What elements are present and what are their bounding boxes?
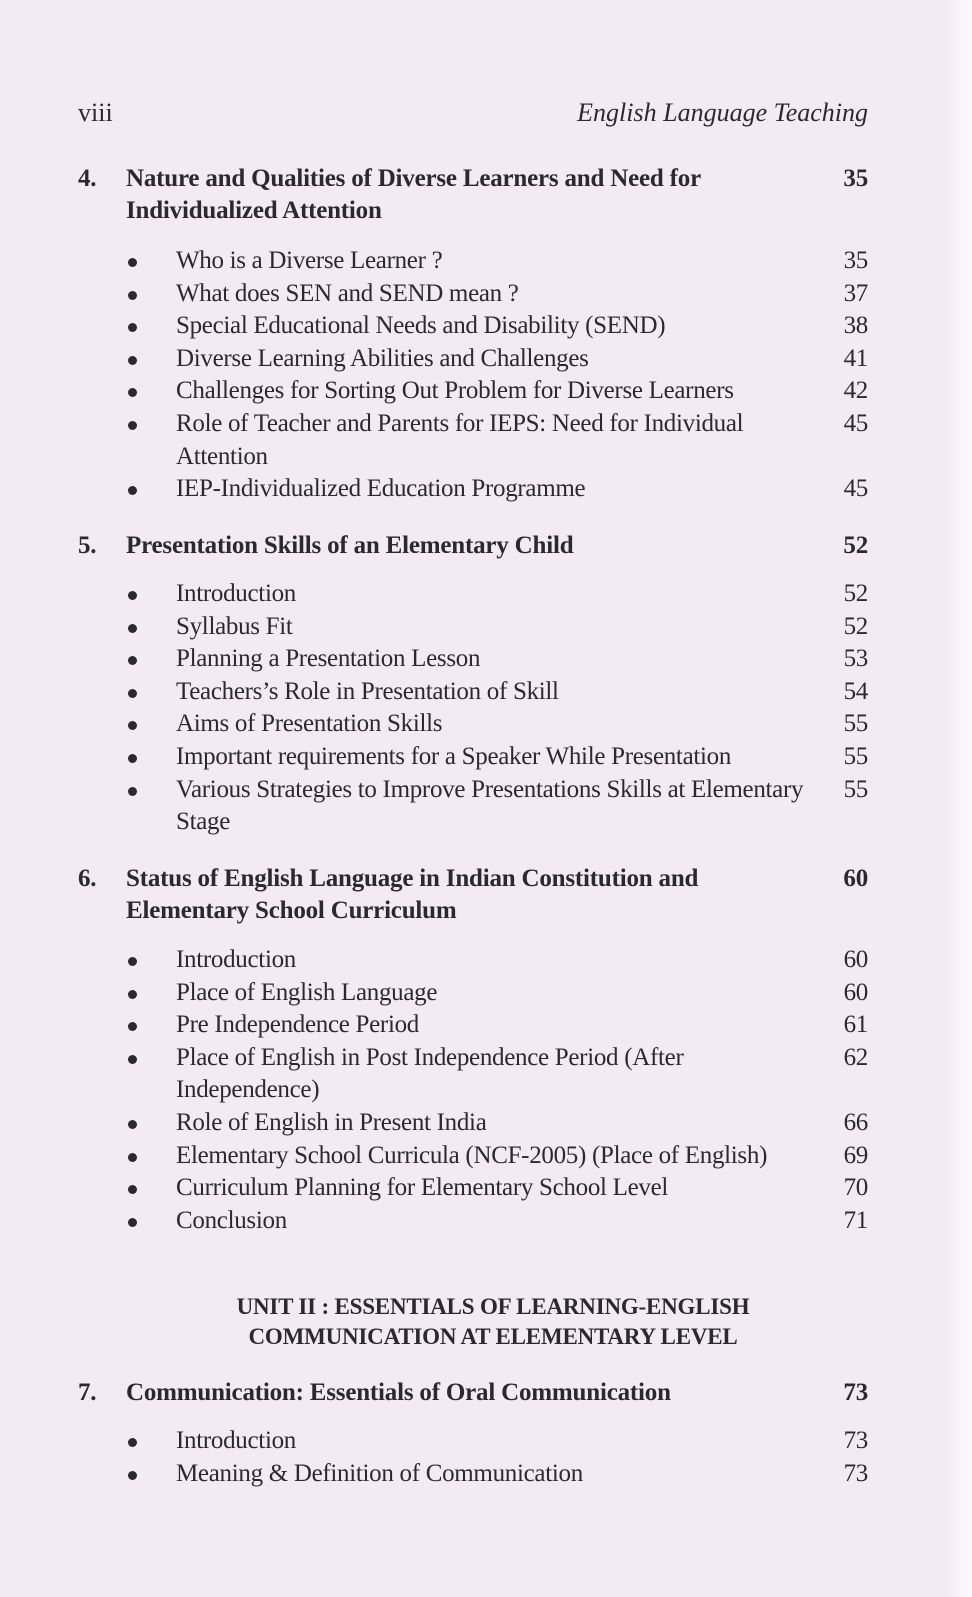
topic-item[interactable] (78, 473, 868, 506)
chapter-page-number: 73 (843, 1379, 868, 1406)
topic-item[interactable] (78, 1172, 868, 1205)
topic-page-number: 38 (843, 312, 868, 340)
bullet-icon (128, 656, 137, 665)
topic-item[interactable] (78, 611, 868, 644)
topic-page-number: 41 (843, 344, 868, 372)
bullet-icon (128, 1218, 137, 1227)
bullet-icon (128, 591, 137, 600)
topic-page-number: 61 (843, 1011, 868, 1039)
topic-page-number: 53 (843, 645, 868, 673)
topic-label: Role of Teacher and Parents for IEPS: Need for Individual Attention (176, 409, 744, 470)
topic-label: What does SEN and SEND mean ? (176, 279, 519, 307)
bullet-icon (128, 1153, 137, 1162)
bullet-icon (128, 421, 137, 430)
topic-item[interactable] (78, 1425, 868, 1458)
chapter-number: 7. (78, 1379, 97, 1406)
topic-item[interactable] (78, 741, 868, 774)
bullet-icon (128, 1120, 137, 1129)
bullet-icon (128, 486, 137, 495)
chapter-heading[interactable] (78, 1377, 868, 1409)
bullet-icon (128, 1471, 137, 1480)
topic-item[interactable] (78, 578, 868, 611)
topic-item[interactable] (78, 944, 868, 977)
topic-page-number: 66 (843, 1108, 868, 1136)
chapter-5 (78, 530, 868, 839)
topic-item[interactable] (78, 643, 868, 676)
topic-page-number: 69 (843, 1141, 868, 1169)
bullet-icon (128, 291, 137, 300)
topic-item[interactable] (78, 977, 868, 1010)
topic-label: Syllabus Fit (176, 612, 293, 640)
chapter-heading[interactable] (78, 863, 868, 927)
topic-label: Planning a Presentation Lesson (176, 645, 481, 673)
topic-item[interactable] (78, 1140, 868, 1173)
running-head (78, 98, 868, 132)
topic-item[interactable] (78, 375, 868, 408)
bullet-icon (128, 1438, 137, 1447)
bullet-icon (128, 258, 137, 267)
bullet-icon (128, 957, 137, 966)
chapter-title: Nature and Qualities of Diverse Learners and Need for Individualized Attention (126, 165, 701, 224)
topic-item[interactable] (78, 245, 868, 278)
topic-label: Pre Independence Period (176, 1011, 420, 1039)
topic-label: Important requirements for a Speaker While Presentation (176, 742, 732, 770)
chapter-page-number: 60 (843, 865, 868, 892)
topic-label: Introduction (176, 1427, 296, 1454)
chapter-title: Presentation Skills of an Elementary Child (126, 532, 574, 559)
bullet-icon (128, 721, 137, 730)
topic-list (78, 245, 868, 506)
topic-page-number: 52 (843, 580, 868, 607)
topic-label: Meaning & Definition of Communication (176, 1459, 583, 1487)
topic-list (78, 1425, 868, 1490)
chapter-4 (78, 163, 868, 506)
topic-page-number: 60 (843, 946, 868, 973)
chapter-title: Status of English Language in Indian Constitution and Elementary School Curriculum (126, 865, 699, 924)
bullet-icon (128, 388, 137, 397)
unit-heading (78, 1292, 868, 1352)
topic-item[interactable] (78, 1107, 868, 1140)
topic-page-number: 42 (843, 377, 868, 405)
unit-heading-line-2: COMMUNICATION AT ELEMENTARY LEVEL (248, 1324, 738, 1349)
topic-label: Who is a Diverse Learner ? (176, 247, 443, 274)
page-folio: viii (78, 98, 113, 127)
topic-label: IEP-Individualized Education Programme (176, 475, 586, 503)
topic-page-number: 62 (843, 1043, 868, 1071)
topic-label: Aims of Presentation Skills (176, 710, 443, 738)
topic-item[interactable] (78, 1205, 868, 1238)
topic-page-number: 35 (843, 247, 868, 274)
chapter-page-number: 52 (843, 532, 868, 559)
topic-list (78, 578, 868, 839)
topic-label: Role of English in Present India (176, 1108, 487, 1136)
bullet-icon (128, 754, 137, 763)
chapter-number: 5. (78, 532, 97, 559)
table-of-contents-page (78, 0, 868, 1597)
topic-page-number: 73 (843, 1459, 868, 1487)
topic-page-number: 73 (843, 1427, 868, 1454)
bullet-icon (128, 624, 137, 633)
chapter-6 (78, 863, 868, 1237)
chapter-title: Communication: Essentials of Oral Communication (126, 1379, 671, 1406)
topic-label: Elementary School Curricula (NCF-2005) (Place of English) (176, 1141, 768, 1169)
chapter-heading[interactable] (78, 163, 868, 227)
bullet-icon (128, 1022, 137, 1031)
topic-label: Diverse Learning Abilities and Challenges (176, 344, 589, 372)
chapter-number: 4. (78, 165, 97, 192)
topic-label: Challenges for Sorting Out Problem for Diverse Learners (176, 377, 734, 405)
topic-label: Special Educational Needs and Disability (SEND) (176, 312, 666, 340)
topic-label: Curriculum Planning for Elementary School Level (176, 1174, 669, 1202)
topic-item[interactable] (78, 774, 868, 839)
topic-label: Various Strategies to Improve Presentations Skills at Elementary Stage (176, 775, 804, 836)
topic-page-number: 45 (843, 409, 868, 437)
unit-heading-line-1: UNIT II : ESSENTIALS OF LEARNING-ENGLISH (236, 1294, 750, 1319)
topic-list (78, 944, 868, 1237)
topic-item[interactable] (78, 343, 868, 376)
topic-item[interactable] (78, 1042, 868, 1107)
topic-label: Place of English in Post Independence Period (After Independence) (176, 1043, 684, 1104)
bullet-icon (128, 323, 137, 332)
bullet-icon (128, 990, 137, 999)
topic-item[interactable] (78, 1458, 868, 1491)
bullet-icon (128, 689, 137, 698)
topic-page-number: 45 (843, 475, 868, 503)
topic-page-number: 71 (843, 1206, 868, 1234)
bullet-icon (128, 787, 137, 796)
topic-label: Place of English Language (176, 978, 438, 1006)
topic-item[interactable] (78, 676, 868, 709)
bullet-icon (128, 1185, 137, 1194)
topic-item[interactable] (78, 408, 868, 473)
topic-item[interactable] (78, 1009, 868, 1042)
topic-item[interactable] (78, 708, 868, 741)
topic-page-number: 60 (843, 978, 868, 1006)
chapter-7 (78, 1377, 868, 1490)
topic-item[interactable] (78, 278, 868, 311)
bullet-icon (128, 1055, 137, 1064)
topic-item[interactable] (78, 310, 868, 343)
topic-label: Introduction (176, 946, 296, 973)
topic-page-number: 55 (843, 710, 868, 738)
page-edge-shadow (948, 0, 972, 1597)
topic-page-number: 55 (843, 775, 868, 803)
topic-page-number: 70 (843, 1174, 868, 1202)
topic-page-number: 52 (843, 612, 868, 640)
chapter-heading[interactable] (78, 530, 868, 562)
topic-page-number: 37 (843, 279, 868, 307)
book-title: English Language Teaching (577, 98, 868, 127)
topic-label: Teachers’s Role in Presentation of Skill (176, 677, 559, 705)
chapter-number: 6. (78, 865, 97, 892)
topic-page-number: 54 (843, 677, 868, 705)
topic-page-number: 55 (843, 742, 868, 770)
topic-label: Conclusion (176, 1206, 287, 1234)
chapter-page-number: 35 (843, 165, 868, 192)
topic-label: Introduction (176, 580, 296, 607)
bullet-icon (128, 356, 137, 365)
